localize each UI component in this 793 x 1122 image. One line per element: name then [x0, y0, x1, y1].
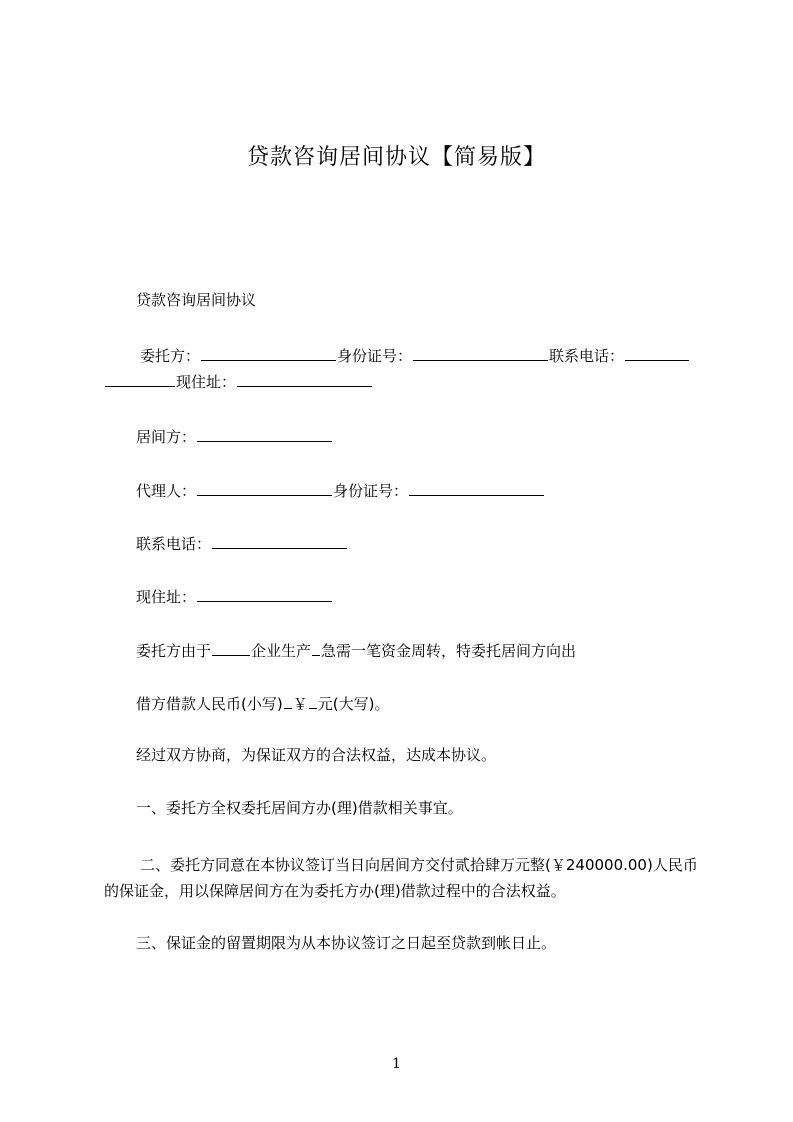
agent-id-blank[interactable]: [409, 480, 544, 496]
reason-suffix: 企业生产: [251, 642, 312, 660]
current-address-line: [136, 586, 333, 607]
contact-phone-line: [136, 533, 348, 554]
reason-line: [136, 640, 576, 661]
current-address-blank[interactable]: [197, 586, 332, 602]
intermediary-line: [136, 426, 333, 447]
agent-blank[interactable]: [197, 480, 332, 496]
intermediary-label: 居间方：: [136, 428, 197, 446]
party-a-address-label: 现住址：: [176, 373, 237, 391]
current-address-label: 现住址：: [136, 588, 197, 606]
reason-end: 急需一笔资金周转，特委托居间方向出: [321, 642, 577, 660]
agent-line: [136, 480, 545, 501]
loan-amount-blank[interactable]: [309, 693, 317, 709]
clause-3: 三、保证金的留置期限为从本协议签订之日起至贷款到帐日止。: [136, 934, 557, 952]
agreement-subtitle: 贷款咨询居间协议: [136, 291, 257, 309]
agent-label: 代理人：: [136, 482, 197, 500]
party-a-label: 委托方：: [140, 347, 201, 365]
party-a-address-blank[interactable]: [237, 371, 372, 387]
loan-suffix: 元(大写)。: [317, 695, 390, 713]
clause-1: 一、委托方全权委托居间方办(理)借款相关事宜。: [136, 799, 463, 817]
intermediary-blank[interactable]: [197, 426, 332, 442]
document-title: 贷款咨询居间协议【简易版】: [246, 145, 546, 170]
loan-yen: ￥: [292, 695, 308, 713]
party-a-id-blank[interactable]: [413, 345, 548, 361]
party-a-id-label: 身份证号：: [337, 347, 413, 365]
page-number: 1: [392, 1056, 401, 1072]
clause-2: 二、委托方同意在本协议签订当日向居间方交付贰拾肆万元整(￥240000.00)人民币的保证金，用以保障居间方在为委托方办(理)借款过程中的合法权益。: [104, 856, 698, 900]
party-a-phone-label: 联系电话：: [549, 347, 625, 365]
reason-blank-2[interactable]: [312, 640, 320, 656]
party-a-phone-blank-continued[interactable]: [105, 371, 175, 387]
agent-id-label: 身份证号：: [333, 482, 409, 500]
negotiation-text: 经过双方协商，为保证双方的合法权益，达成本协议。: [136, 746, 497, 764]
loan-small-blank[interactable]: [284, 693, 292, 709]
loan-amount-line: [136, 693, 389, 714]
party-a-phone-blank[interactable]: [625, 345, 689, 361]
party-a-address-line: [104, 371, 373, 392]
party-a-blank[interactable]: [201, 345, 336, 361]
contact-phone-blank[interactable]: [212, 533, 347, 549]
contact-phone-label: 联系电话：: [136, 535, 212, 553]
party-a-line: [140, 345, 690, 366]
loan-prefix: 借方借款人民币(小写): [136, 695, 283, 713]
reason-blank[interactable]: [212, 640, 250, 656]
reason-prefix: 委托方由于: [136, 642, 212, 660]
